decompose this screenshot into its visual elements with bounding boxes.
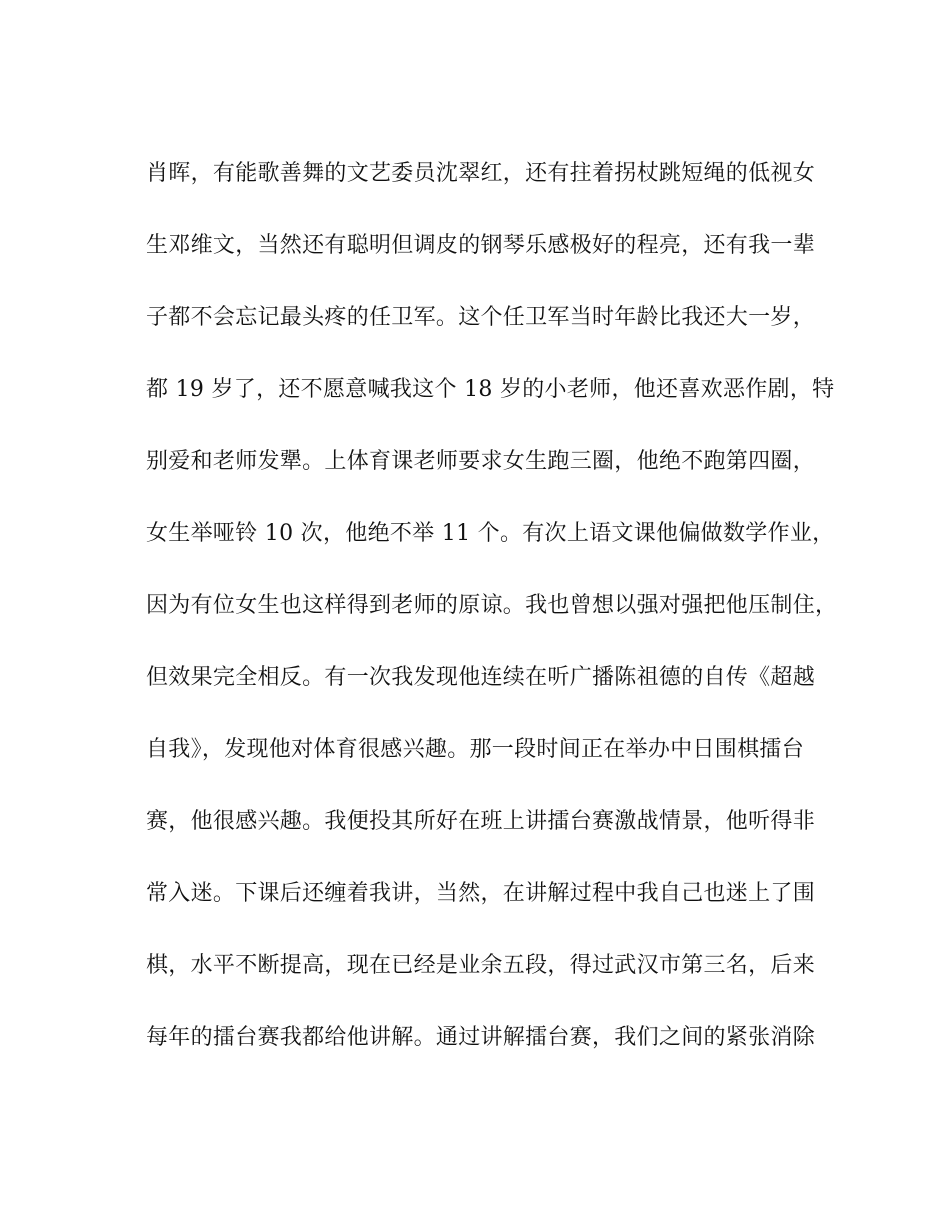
text-line: 自我》，发现他对体育很感兴趣。那一段时间正在举办中日围棋擂台 bbox=[146, 737, 805, 762]
text-line: 都 19 岁了，还不愿意喊我这个 18 岁的小老师，他还喜欢恶作剧，特 bbox=[146, 377, 835, 402]
text-line: 但效果完全相反。有一次我发现他连续在听广播陈祖德的自传《超越 bbox=[146, 665, 816, 690]
text-line: 每年的擂台赛我都给他讲解。通过讲解擂台赛，我们之间的紧张消除 bbox=[146, 1025, 816, 1050]
text-line: 因为有位女生也这样得到老师的原谅。我也曾想以强对强把他压制住， bbox=[146, 593, 838, 618]
body-text bbox=[146, 138, 838, 1074]
text-line: 棋，水平不断提高，现在已经是业余五段，得过武汉市第三名，后来 bbox=[146, 953, 816, 978]
text-line: 别爱和老师发犟。上体育课老师要求女生跑三圈，他绝不跑第四圈， bbox=[146, 449, 816, 474]
text-line: 子都不会忘记最头疼的任卫军。这个任卫军当时年龄比我还大一岁， bbox=[146, 305, 816, 330]
text-line: 女生举哑铃 10 次，他绝不举 11 个。有次上语文课他偏做数学作业， bbox=[146, 521, 835, 546]
text-line: 生邓维文，当然还有聪明但调皮的钢琴乐感极好的程亮，还有我一辈 bbox=[146, 233, 816, 258]
text-line: 肖晖，有能歌善舞的文艺委员沈翠红，还有拄着拐杖跳短绳的低视女 bbox=[146, 161, 816, 186]
text-line: 常入迷。下课后还缠着我讲，当然，在讲解过程中我自己也迷上了围 bbox=[146, 881, 816, 906]
text-line: 赛，他很感兴趣。我便投其所好在班上讲擂台赛激战情景，他听得非 bbox=[146, 809, 816, 834]
